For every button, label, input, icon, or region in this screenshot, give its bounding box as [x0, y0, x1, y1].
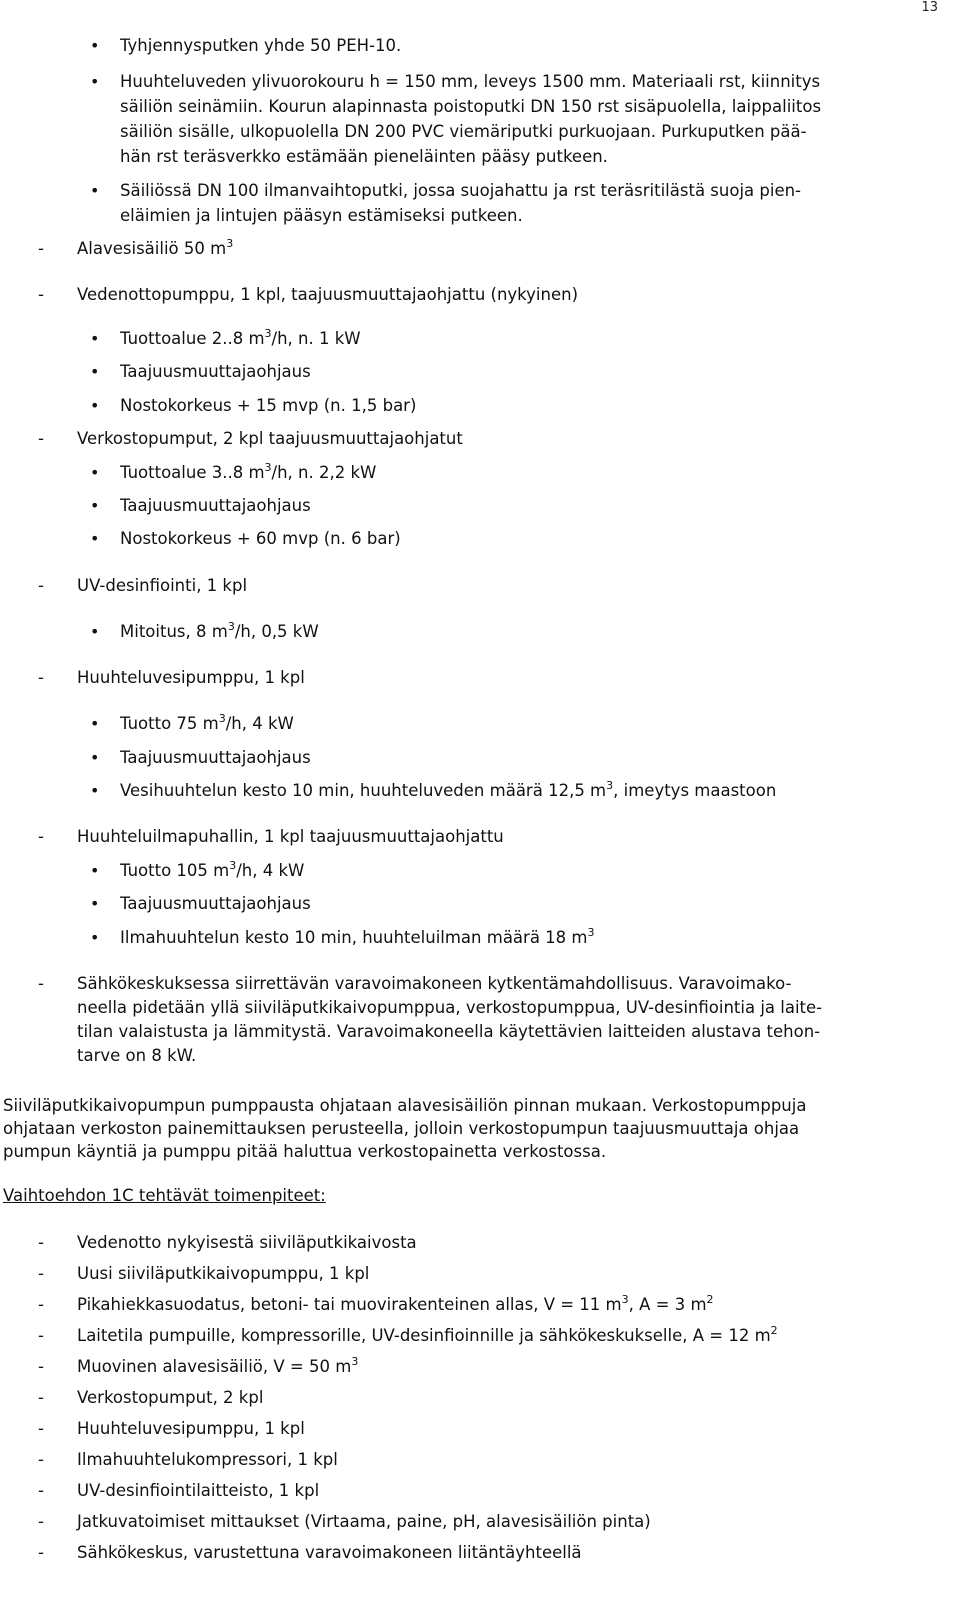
action-item: Vedenotto nykyisestä siiviläputkikaivosta	[77, 1233, 417, 1252]
bullet-dot: •	[90, 714, 100, 733]
spec-line: Taajuusmuuttajaohjaus	[120, 362, 311, 381]
text-line: hän rst teräsverkko estämään pieneläinten pääsy putkeen.	[120, 147, 608, 166]
bullet-dot: •	[90, 362, 100, 381]
dash-marker: -	[38, 576, 44, 595]
dash-marker: -	[38, 1419, 44, 1438]
paragraph-line: ohjataan verkoston painemittauksen perusteella, jolloin verkostopumpun taajuusmuuttaja ohjaa	[3, 1119, 800, 1138]
text-line: tilan valaistusta ja lämmitystä. Varavoimakoneella käytettävien laitteiden alustava tehon-	[77, 1022, 821, 1041]
spec-line: Taajuusmuuttajaohjaus	[120, 894, 311, 913]
spec-line: Mitoitus, 8 $m^3/h$, 0,5 kW	[120, 620, 319, 641]
spec-line: Ilmahuuhtelun kesto 10 min, huuhteluilman määrä 18 $m^3$	[120, 926, 595, 947]
dash-marker: -	[38, 239, 44, 258]
dash-marker: -	[38, 1450, 44, 1469]
spec-line: Taajuusmuuttajaohjaus	[120, 496, 311, 515]
paragraph-line: pumpun käyntiä ja pumppu pitää haluttua verkostopainetta verkostossa.	[3, 1142, 607, 1161]
spec-line: Tuotto 105 $m^3/h$, 4 kW	[120, 859, 305, 880]
bullet-dot: •	[90, 894, 100, 913]
list-item-huuhteluilmapuhallin: Huuhteluilmapuhallin, 1 kpl taajuusmuuttajaohjattu	[77, 827, 504, 846]
dash-marker: -	[38, 1357, 44, 1376]
action-item: Jatkuvatoimiset mittaukset (Virtaama, paine, pH, alavesisäiliön pinta)	[77, 1512, 651, 1531]
action-item: Uusi siiviläputkikaivopumppu, 1 kpl	[77, 1264, 370, 1283]
action-item: UV-desinfiointilaitteisto, 1 kpl	[77, 1481, 320, 1500]
dash-marker: -	[38, 1233, 44, 1252]
dash-marker: -	[38, 1326, 44, 1345]
bullet-dot: •	[90, 928, 100, 947]
dash-marker: -	[38, 1512, 44, 1531]
dash-marker: -	[38, 668, 44, 687]
action-item: Verkostopumput, 2 kpl	[77, 1388, 264, 1407]
bullet-dot: •	[90, 181, 100, 200]
text-line: Huuhteluveden ylivuorokouru h = 150 mm, leveys 1500 mm. Materiaali rst, kiinnitys	[120, 72, 821, 91]
action-item: Ilmahuuhtelukompressori, 1 kpl	[77, 1450, 338, 1469]
text-line: säiliön seinämiin. Kourun alapinnasta poistoputki DN 150 rst sisäpuolella, laippaliitos	[120, 97, 822, 116]
text-line: neella pidetään yllä siiviläputkikaivopumppua, verkostopumppua, UV-desinfiointia ja laite-	[77, 998, 823, 1017]
bullet-dot: •	[90, 396, 100, 415]
page-number: 13	[921, 0, 938, 15]
dash-marker: -	[38, 827, 44, 846]
text-line: Tyhjennysputken yhde 50 PEH-10.	[120, 36, 402, 55]
action-item: Sähkökeskus, varustettuna varavoimakoneen liitäntäyhteellä	[77, 1543, 582, 1562]
bullet-dot: •	[90, 36, 100, 55]
bullet-dot: •	[90, 329, 100, 348]
action-item: Laitetila pumpuille, kompressorille, UV-desinfioinnille ja sähkökeskukselle, A = 12 $m^2$	[77, 1324, 778, 1345]
text-line: säiliön sisälle, ulkopuolella DN 200 PVC viemäriputki purkuojaan. Purkuputken pää-	[120, 122, 807, 141]
list-item-verkostopumput: Verkostopumput, 2 kpl taajuusmuuttajaohjatut	[77, 429, 463, 448]
bullet-dot: •	[90, 861, 100, 880]
action-item: Muovinen alavesisäiliö, V = 50 $m^3$	[77, 1355, 359, 1376]
dash-marker: -	[38, 429, 44, 448]
text-line: tarve on 8 kW.	[77, 1046, 197, 1065]
dash-marker: -	[38, 1264, 44, 1283]
spec-line: Nostokorkeus + 15 mvp (n. 1,5 bar)	[120, 396, 417, 415]
list-item-alavesisailio: Alavesisäiliö 50 $m^3$	[77, 237, 234, 258]
dash-marker: -	[38, 1481, 44, 1500]
list-item-uv: UV-desinfiointi, 1 kpl	[77, 576, 248, 595]
spec-line: Tuotto 75 $m^3/h$, 4 kW	[120, 712, 294, 733]
action-item: Pikahiekkasuodatus, betoni- tai muovirakenteinen allas, V = 11 $m^3$, A = 3 $m^2$	[77, 1293, 714, 1314]
bullet-dot: •	[90, 496, 100, 515]
dash-marker: -	[38, 974, 44, 993]
bullet-dot: •	[90, 529, 100, 548]
spec-line: Vesihuuhtelun kesto 10 min, huuhteluveden määrä 12,5 $m^3$, imeytys maastoon	[120, 779, 777, 800]
text-line: eläimien ja lintujen pääsyn estämiseksi putkeen.	[120, 206, 523, 225]
spec-line: Nostokorkeus + 60 mvp (n. 6 bar)	[120, 529, 401, 548]
section-heading: Vaihtoehdon 1C tehtävät toimenpiteet:	[3, 1186, 326, 1205]
bullet-dot: •	[90, 72, 100, 91]
text-line: Sähkökeskuksessa siirrettävän varavoimakoneen kytkentämahdollisuus. Varavoimako-	[77, 974, 792, 993]
list-item-vedenottopumppu: Vedenottopumppu, 1 kpl, taajuusmuuttajaohjattu (nykyinen)	[77, 285, 579, 304]
paragraph-line: Siiviläputkikaivopumpun pumppausta ohjataan alavesisäiliön pinnan mukaan. Verkostopumppuja	[3, 1096, 807, 1115]
bullet-dot: •	[90, 622, 100, 641]
dash-marker: -	[38, 1543, 44, 1562]
spec-line: Taajuusmuuttajaohjaus	[120, 748, 311, 767]
bullet-dot: •	[90, 748, 100, 767]
list-item-huuhteluvesipumppu: Huuhteluvesipumppu, 1 kpl	[77, 668, 305, 687]
bullet-dot: •	[90, 781, 100, 800]
action-item: Huuhteluvesipumppu, 1 kpl	[77, 1419, 305, 1438]
dash-marker: -	[38, 1295, 44, 1314]
dash-marker: -	[38, 1388, 44, 1407]
dash-marker: -	[38, 285, 44, 304]
bullet-dot: •	[90, 463, 100, 482]
spec-line: Tuottoalue 3..8 $m^3/h$, n. 2,2 kW	[120, 461, 377, 482]
text-line: Säiliössä DN 100 ilmanvaihtoputki, jossa suojahattu ja rst teräsritilästä suoja pien-	[120, 181, 802, 200]
spec-line: Tuottoalue 2..8 $m^3/h$, n. 1 kW	[120, 327, 361, 348]
